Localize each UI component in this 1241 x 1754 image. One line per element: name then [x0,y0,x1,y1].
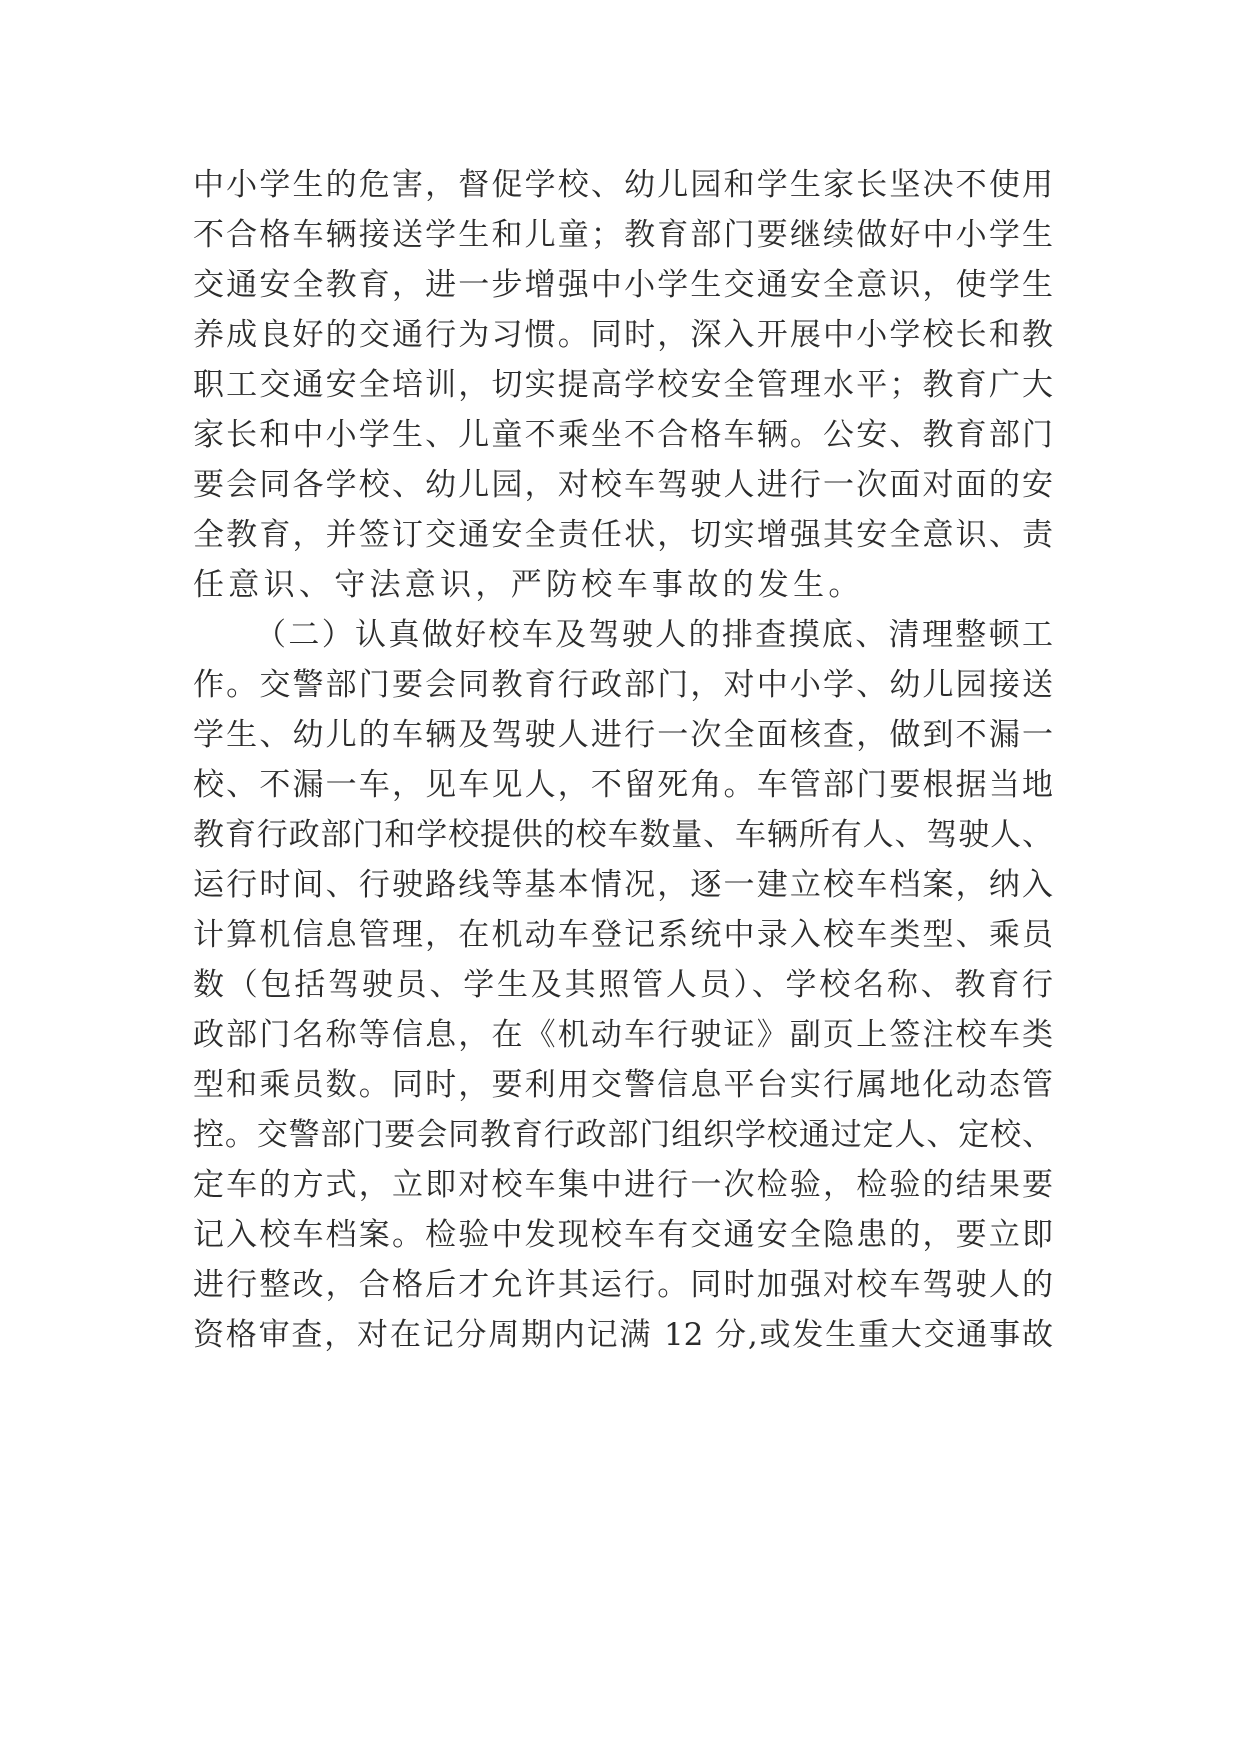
text-line: 资格审查，对在记分周期内记满 12 分,或发生重大交通事故 [193,1317,1053,1353]
text-line: 数（包括驾驶员、学生及其照管人员）、学校名称、教育行 [193,967,1053,1003]
text-line: 养成良好的交通行为习惯。同时，深入开展中小学校长和教 [193,317,1053,353]
document-body [193,160,1053,1360]
text-line: 进行整改，合格后才允许其运行。同时加强对校车驾驶人的 [193,1267,1053,1303]
text-line: 不合格车辆接送学生和儿童；教育部门要继续做好中小学生 [193,217,1053,253]
text-line: 控。交警部门要会同教育行政部门组织学校通过定人、定校、 [193,1117,1053,1153]
section-heading-line: （二）认真做好校车及驾驶人的排查摸底、清理整顿工 [255,617,1053,653]
text-line: 型和乘员数。同时，要利用交警信息平台实行属地化动态管 [193,1067,1053,1103]
text-line: 作。交警部门要会同教育行政部门，对中小学、幼儿园接送 [193,667,1053,703]
text-line: 中小学生的危害，督促学校、幼儿园和学生家长坚决不使用 [193,167,1053,203]
text-line: 家长和中小学生、儿童不乘坐不合格车辆。公安、教育部门 [193,417,1053,453]
text-line: 交通安全教育，进一步增强中小学生交通安全意识，使学生 [193,267,1053,303]
text-line: 全教育，并签订交通安全责任状，切实增强其安全意识、责 [193,517,1053,553]
text-line: 政部门名称等信息，在《机动车行驶证》副页上签注校车类 [193,1017,1053,1053]
text-line: 学生、幼儿的车辆及驾驶人进行一次全面核查，做到不漏一 [193,717,1053,753]
text-line: 要会同各学校、幼儿园，对校车驾驶人进行一次面对面的安 [193,467,1053,503]
text-line: 运行时间、行驶路线等基本情况，逐一建立校车档案，纳入 [193,867,1053,903]
text-line: 计算机信息管理，在机动车登记系统中录入校车类型、乘员 [193,917,1053,953]
text-line: 定车的方式，立即对校车集中进行一次检验，检验的结果要 [193,1167,1053,1203]
text-line: 任意识、守法意识，严防校车事故的发生。 [193,567,864,603]
text-line: 记入校车档案。检验中发现校车有交通安全隐患的，要立即 [193,1217,1053,1253]
text-line: 职工交通安全培训，切实提高学校安全管理水平；教育广大 [193,367,1053,403]
text-line: 教育行政部门和学校提供的校车数量、车辆所有人、驾驶人、 [193,817,1053,853]
text-line: 校、不漏一车，见车见人，不留死角。车管部门要根据当地 [193,767,1053,803]
